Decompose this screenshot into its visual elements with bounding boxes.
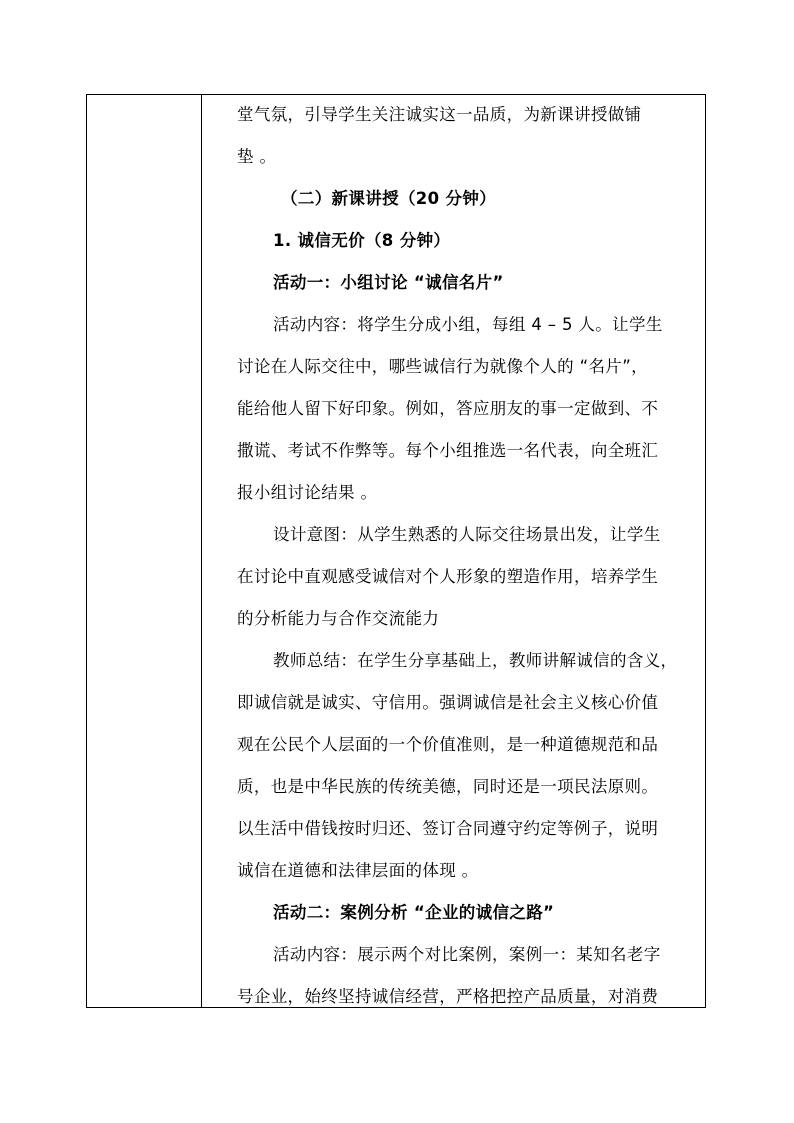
text-line: 观在公民个人层面的一个价值准则，是一种道德规范和品: [237, 735, 659, 754]
text-line: 能给他人留下好印象。例如，答应朋友的事一定做到、不: [237, 399, 659, 418]
text-line: 设计意图：从学生熟悉的人际交往场景出发，让学生: [273, 525, 661, 544]
table-left-column: [87, 95, 202, 1007]
text-line: 在讨论中直观感受诚信对个人形象的塑造作用，培养学生: [237, 567, 659, 586]
activity-heading: 活动二：案例分析 “企业的诚信之路”: [273, 903, 555, 922]
text-line: 诚信在道德和法律层面的体现 。: [237, 861, 479, 880]
activity-heading: 活动一：小组讨论 “诚信名片”: [273, 273, 504, 292]
text-line: 教师总结：在学生分享基础上，教师讲解诚信的含义，: [273, 651, 678, 670]
text-line: 质，也是中华民族的传统美德，同时还是一项民法原则。: [237, 777, 659, 796]
text-line: 即诚信就是诚实、守信用。强调诚信是社会主义核心价值: [237, 693, 659, 712]
text-line: 的分析能力与合作交流能力: [237, 609, 440, 628]
text-line: 讨论在人际交往中，哪些诚信行为就像个人的 “名片”，: [237, 357, 648, 376]
text-line: 垫 。: [237, 147, 277, 166]
text-line: 报小组讨论结果 。: [237, 483, 378, 502]
subsection-heading: 1. 诚信无价（8 分钟）: [273, 231, 451, 250]
section-heading: （二）新课讲授（20 分钟）: [281, 189, 497, 208]
text-line: 以生活中借钱按时归还、签订合同遵守约定等例子，说明: [237, 819, 659, 838]
text-line: 活动内容：展示两个对比案例，案例一：某知名老字: [273, 945, 661, 964]
text-line: 活动内容：将学生分成小组，每组 4 – 5 人。让学生: [273, 315, 663, 334]
table-content-column: [202, 95, 707, 1007]
text-line: 堂气氛，引导学生关注诚实这一品质，为新课讲授做铺: [237, 105, 642, 124]
lesson-plan-table: [86, 94, 706, 1008]
text-line: 号企业，始终坚持诚信经营，严格把控产品质量，对消费: [237, 987, 659, 1006]
text-line: 撒谎、考试不作弊等。每个小组推选一名代表，向全班汇: [237, 441, 659, 460]
